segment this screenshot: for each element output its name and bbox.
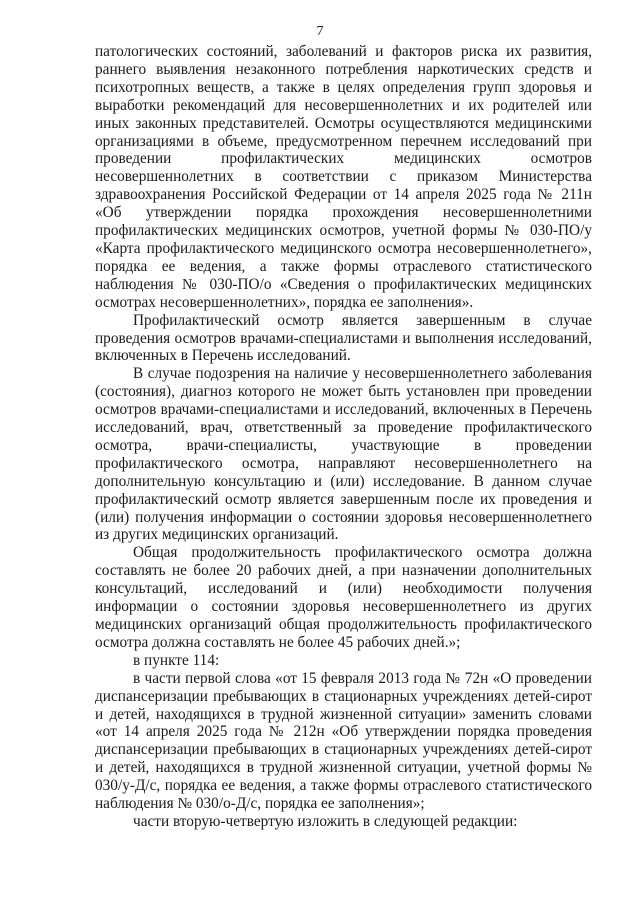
- paragraph-part-one-replacement: в части первой слова «от 15 февраля 2013 года № 72н «О проведении диспансеризации пребывающих в стационарных учреждениях детей-сирот и детей, находящихся в трудной жизненной ситуации» заменить словами «от 14 апреля 2025 года № 212н «Об утверждении порядка проведения диспансеризации пребывающих в стационарных учреждениях детей-сирот и детей, находящихся в трудной жизненной ситуации, учетной формы № 030/у-Д/с, порядка ее ведения, а также формы отраслевого статистического наблюдения № 030/о-Д/с, порядка ее заполнения»;: [95, 669, 592, 813]
- paragraph-screening-purpose: патологических состояний, заболеваний и факторов риска их развития, раннего выявления незаконного потребления наркотических средств и психотропных веществ, а также в целях определения групп здоровья и выработки рекомендаций для несовершеннолетних и их родителей или иных законных представителей. Осмотры осуществляются медицинскими организациями в объеме, предусмотренном перечнем исследований при проведении профилактических медицинских осмотров несовершеннолетних в соответствии с приказом Министерства здравоохранения Российской Федерации от 14 апреля 2025 года № 211н «Об утверждении порядка прохождения несовершеннолетними профилактических медицинских осмотров, учетной формы № 030-ПО/у «Карта профилактического медицинского осмотра несовершеннолетнего», порядка ее ведения, а также формы отраслевого статистического наблюдения № 030-ПО/о «Сведения о профилактических медицинских осмотрах несовершеннолетних», порядка ее заполнения».: [95, 43, 592, 311]
- paragraph-clause-114: в пункте 114:: [133, 651, 220, 669]
- paragraph-parts-two-four: части вторую-четвертую изложить в следующей редакции:: [133, 812, 518, 830]
- paragraph-checkup-completion: Профилактический осмотр является завершенным в случае проведения осмотров врачами-специалистами и выполнения исследований, включенных в Перечень исследований.: [95, 311, 592, 365]
- document-body: [95, 43, 592, 831]
- page-number: 7: [316, 24, 324, 39]
- paragraph-total-duration: Общая продолжительность профилактического осмотра должна составлять не более 20 рабочих дней, а при назначении дополнительных консультаций, исследований и (или) необходимости получения информации о состоянии здоровья несовершеннолетнего из других медицинских организаций общая продолжительность профилактического осмотра должна составлять не более 45 рабочих дней.»;: [95, 544, 592, 651]
- paragraph-additional-consultation: В случае подозрения на наличие у несовершеннолетнего заболевания (состояния), диагноз которого не может быть установлен при проведении осмотров врачами-специалистами и исследований, включенных в Перечень исследований, врач, ответственный за проведение профилактического осмотра, врачи-специалисты, участвующие в проведении профилактического осмотра, направляют несовершеннолетнего на дополнительную консультацию и (или) исследование. В данном случае профилактический осмотр является завершенным после их проведения и (или) получения информации о состоянии здоровья несовершеннолетнего из других медицинских организаций.: [95, 365, 592, 544]
